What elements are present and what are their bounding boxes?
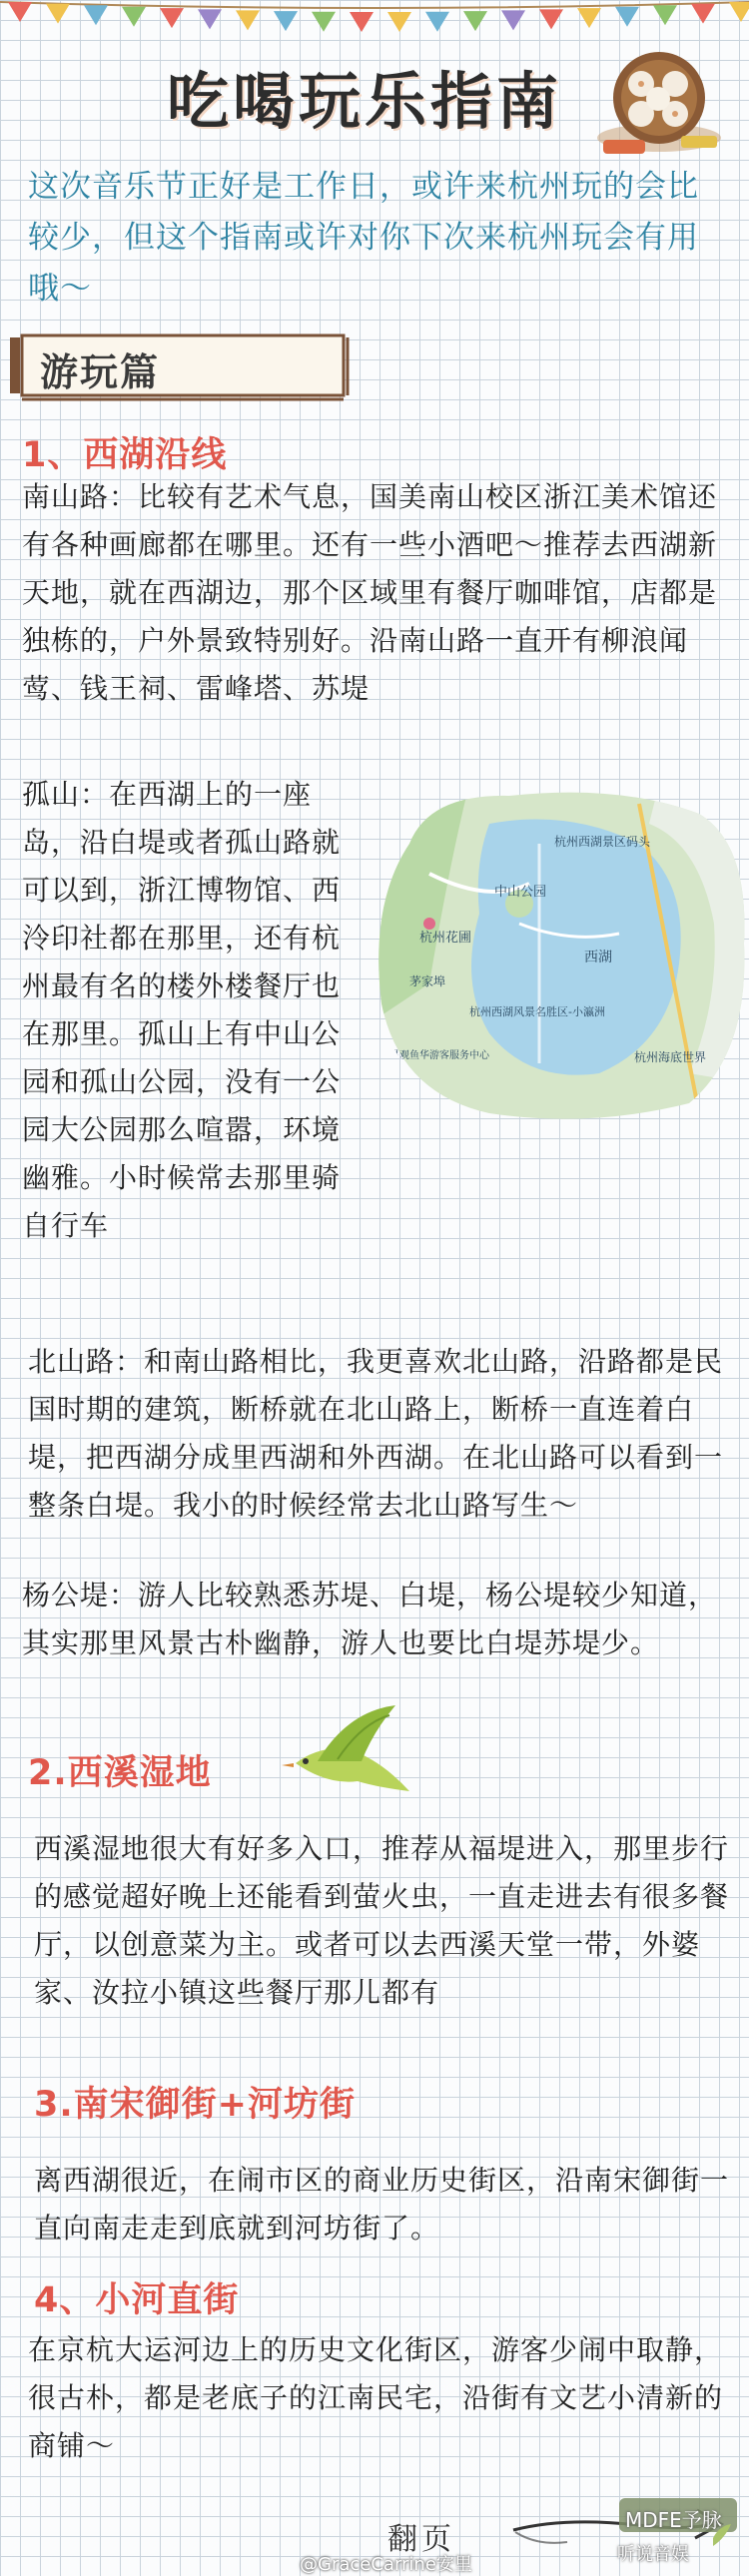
bunting-flag <box>8 2 32 22</box>
svg-text:中山公园: 中山公园 <box>494 885 547 900</box>
xixi-wetland-text: 西溪湿地很大有好多入口，推荐从福堤进入，那里步行的感觉超好晚上还能看到萤火虫，一直走进去有很多餐厅，以创意菜为主。或者可以去西溪天堂一带，外婆家、汝拉小镇这些餐厅那儿都有 <box>34 1832 730 2009</box>
bunting-flag <box>84 5 108 25</box>
bunting-flag <box>577 8 601 28</box>
bunting-flag <box>615 7 639 27</box>
intro-text: 这次音乐节正好是工作日，或许来杭州玩的会比较少，但这个指南或许对你下次来杭州玩会有用哦～ <box>28 169 699 307</box>
bunting-flag <box>274 11 298 31</box>
bunting-flag <box>236 10 260 30</box>
page-title: 吃喝玩乐指南 <box>166 65 562 138</box>
bunting-flag <box>312 12 336 32</box>
bunting-flag <box>350 12 374 32</box>
bunting-flag <box>729 2 749 22</box>
heading-west-lake: 1、西湖沿线 <box>22 435 228 475</box>
bunting-flag <box>198 9 222 29</box>
bunting-flag <box>387 12 411 32</box>
watermark-small: MDFE予脉 <box>625 2508 722 2532</box>
page-turn-label: 翻页 <box>387 2522 455 2557</box>
nanshan-road-text: 南山路：比较有艺术气息，国美南山校区浙江美术馆还有各种画廊都在哪里。还有一些小酒吧～推荐去西湖新天地，就在西湖边，那个区域里有餐厅咖啡馆，店都是独栋的，户外景致特别好。沿南山路一直开有柳浪闻莺、钱王祠、雷峰塔、苏堤 <box>22 480 718 705</box>
svg-text:杭州西湖风景名胜区-小瀛洲: 杭州西湖风景名胜区-小瀛洲 <box>469 1005 605 1018</box>
heading-xixi-wetland: 2.西溪湿地 <box>28 1753 212 1793</box>
bunting-flag <box>539 9 563 29</box>
heading-nansong-street: 3.南宋御街+河坊街 <box>34 2085 356 2125</box>
brand-watermark: 听说音娱 <box>617 2544 689 2565</box>
bunting-flag <box>463 11 487 31</box>
weibo-watermark: @GraceCarrine安里 <box>300 2554 472 2575</box>
bunting-flag <box>122 7 146 27</box>
west-lake-map <box>370 784 749 1123</box>
gushan-text: 孤山：在西湖上的一座岛，沿白堤或者孤山路就可以到，浙江博物馆、西泠印社都在那里，还有杭州最有名的楼外楼餐厅也在那里。孤山上有中山公园和孤山公园，没有一公园大公园那么喧嚣，环境幽雅。小时候常去那里骑自行车 <box>22 778 342 1242</box>
bunting-flag <box>501 10 525 30</box>
svg-text:茅家埠: 茅家埠 <box>409 974 446 988</box>
beishan-road-text: 北山路：和南山路相比，我更喜欢北山路，沿路都是民国时期的建筑，断桥就在北山路上，断桥一直连着白堤，把西湖分成里西湖和外西湖。在北山路可以看到一整条白堤。我小的时候经常去北山路写生～ <box>28 1345 724 1522</box>
svg-text:杭州海底世界: 杭州海底世界 <box>634 1050 707 1064</box>
bunting-flag <box>425 12 449 32</box>
section-title: 游玩篇 <box>40 350 161 394</box>
dim-sum-illustration <box>589 40 729 160</box>
heading-xiaohe-street: 4、小河直街 <box>34 2280 240 2320</box>
nansong-street-text: 离西湖很近，在闹市区的商业历史街区，沿南宋御街一直向南走走到底就到河坊街了。 <box>34 2164 730 2245</box>
svg-text:灵观鱼华游客服务中心: 灵观鱼华游客服务中心 <box>389 1050 489 1061</box>
yanggong-causeway-text: 杨公堤：游人比较熟悉苏堤、白堤，杨公堤较少知道，其实那里风景古朴幽静，游人也要比白堤苏堤少。 <box>22 1579 718 1659</box>
svg-text:杭州花圃: 杭州花圃 <box>419 931 472 946</box>
xiaohe-street-text: 在京杭大运河边上的历史文化街区，游客少闹中取静，很古朴，都是老底子的江南民宅，沿街有文艺小清新的商铺～ <box>28 2333 724 2462</box>
bird-illustration <box>278 1701 417 1805</box>
svg-text:西湖: 西湖 <box>584 950 612 966</box>
bunting-flag <box>160 8 184 28</box>
svg-text:杭州西湖景区码头: 杭州西湖景区码头 <box>554 835 651 849</box>
bunting-flag <box>46 4 70 24</box>
svg-text:文区: 文区 <box>389 798 411 811</box>
bunting-flag <box>691 4 715 24</box>
bunting-decoration <box>0 0 749 34</box>
bunting-flag <box>653 5 677 25</box>
